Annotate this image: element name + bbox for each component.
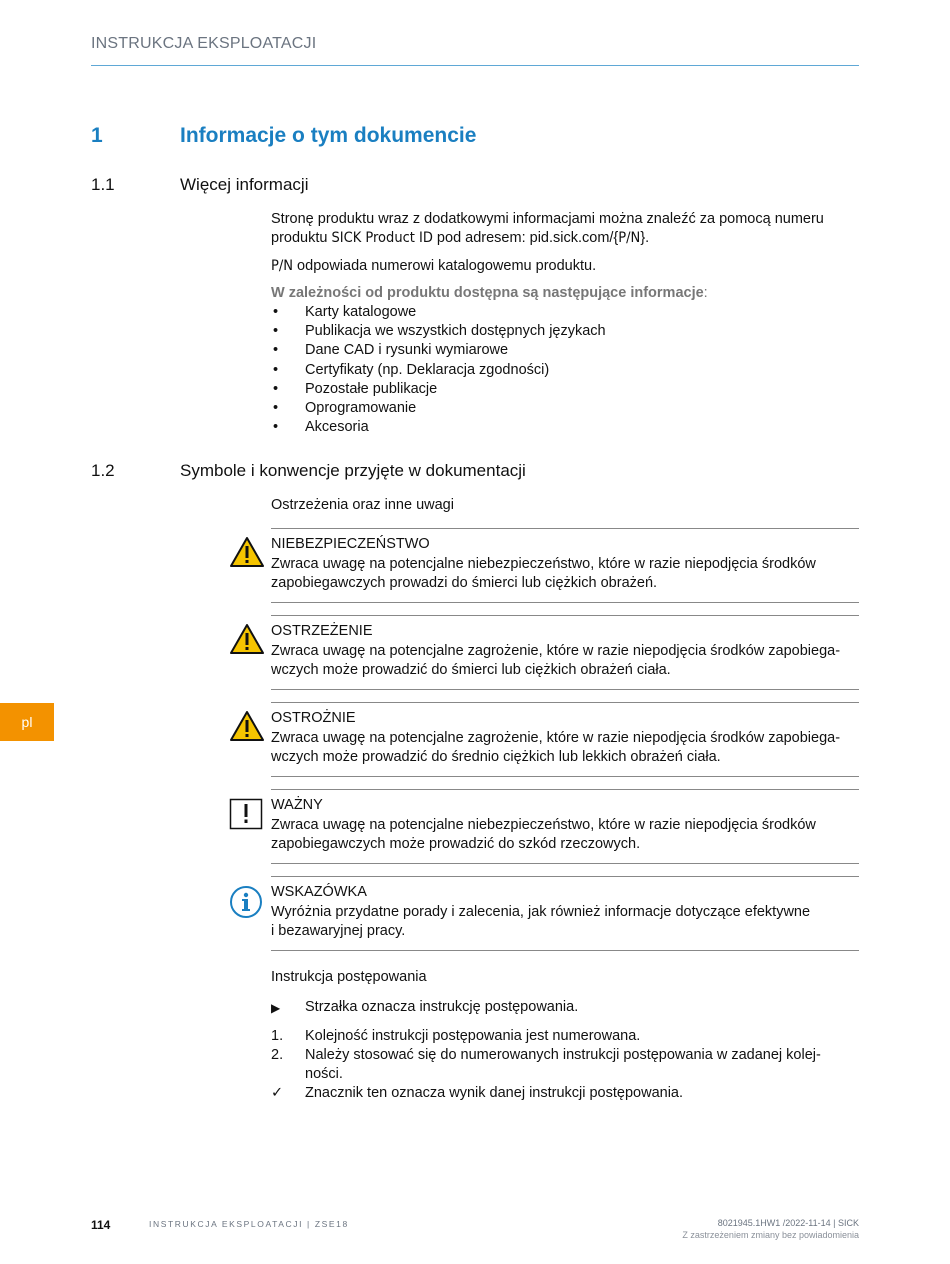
notice-title: OSTROŻNIE [271, 710, 356, 726]
header-rule [91, 65, 859, 66]
notice-bottom-rule [271, 863, 859, 864]
notice-top-rule [271, 615, 859, 616]
numbered-steps [271, 1027, 861, 1103]
notice-bottom-rule [271, 602, 859, 603]
instruction-text: Strzałka oznacza instrukcję postępowania. [305, 999, 579, 1015]
notice-line: Zwraca uwagę na potencjalne niebezpieczeństwo, które w razie niepodjęcia środków [271, 556, 816, 572]
subsection-title: Symbole i konwencje przyjęte w dokumentacji [180, 461, 526, 480]
notice-line: i bezawaryjnej pracy. [271, 923, 406, 939]
list-item: • Akcesoria [271, 418, 861, 437]
page-number: 114 [91, 1218, 111, 1232]
footer-doc-id: 8021945.1HW1 /2022-11-14 | SICK [717, 1218, 859, 1228]
arrow-marker-icon: ▶ [271, 1001, 281, 1015]
notice-bottom-rule [271, 776, 859, 777]
notice-line: Zwraca uwagę na potencjalne niebezpieczeństwo, które w razie niepodjęcia środków [271, 817, 816, 833]
notice-line: wczych może prowadzić do śmierci lub ciężkich obrażeń ciała. [271, 662, 671, 678]
notice-text [271, 729, 851, 767]
list-item: • Pozostałe publikacje [271, 380, 861, 399]
paragraph-text: }. [640, 230, 650, 246]
list-item: • Certyfikaty (np. Deklaracja zgodności) [271, 361, 861, 380]
notice-top-rule [271, 876, 859, 877]
instructions-heading: Instrukcja postępowania [271, 969, 427, 985]
info-list [271, 303, 861, 437]
notice-title: WAŻNY [271, 797, 323, 813]
step-text: Należy stosować się do numerowanych instrukcji postępowania w zadanej kolej- [305, 1047, 821, 1063]
notice-title: WSKAZÓWKA [271, 884, 367, 900]
notice-line: wczych może prowadzić do średnio ciężkich lub lekkich obrażeń ciała. [271, 749, 721, 765]
pn-paragraph [271, 257, 861, 276]
step-text: ności. [305, 1066, 343, 1082]
notice-line: Wyróżnia przydatne porady i zalecenia, jak również informacje dotyczące efektywne [271, 904, 811, 920]
notice-text [271, 555, 851, 593]
list-item: • Oprogramowanie [271, 399, 861, 418]
subsection-title: Więcej informacji [180, 175, 309, 194]
notice-line: Zwraca uwagę na potencjalne zagrożenie, które w razie niepodjęcia środków zapobiega- [271, 643, 841, 659]
notice-top-rule [271, 702, 859, 703]
info-circle-icon [229, 885, 263, 919]
notice-text [271, 816, 851, 854]
list-item: • Dane CAD i rysunki wymiarowe [271, 341, 861, 360]
list-intro [271, 284, 861, 303]
notice-text [271, 903, 851, 941]
notice-bottom-rule [271, 689, 859, 690]
language-tab: pl [0, 703, 54, 741]
step-number: 2. [271, 1047, 284, 1063]
section-number: 1 [91, 124, 103, 147]
exclamation-box-icon [229, 798, 263, 830]
notice-top-rule [271, 528, 859, 529]
list-item: • Publikacja we wszystkich dostępnych językach [271, 322, 861, 341]
warning-triangle-icon [229, 623, 265, 655]
product-id-code: SICK Product ID [331, 230, 433, 246]
notice-text [271, 642, 851, 680]
section-title: Informacje o tym dokumencie [180, 124, 477, 147]
checkmark-icon: ✓ [271, 1085, 284, 1101]
result-text: Znacznik ten oznacza wynik danej instrukcji postępowania. [305, 1085, 684, 1101]
notice-line: zapobiegawczych może prowadzić do szkód rzeczowych. [271, 836, 641, 852]
step-text: Kolejność instrukcji postępowania jest numerowana. [305, 1028, 641, 1044]
notice-title: NIEBEZPIECZEŃSTWO [271, 536, 430, 552]
warning-triangle-icon [229, 536, 265, 568]
arrow-instruction [271, 998, 861, 1017]
notice-line: Zwraca uwagę na potencjalne zagrożenie, które w razie niepodjęcia środków zapobiega- [271, 730, 841, 746]
running-header-title: INSTRUKCJA EKSPLOATACJI [91, 35, 317, 52]
notice-bottom-rule [271, 950, 859, 951]
pn-code: P/N [618, 230, 641, 246]
footer-doc-title: INSTRUKCJA EKSPLOATACJI | ZSE18 [149, 1219, 349, 1229]
pn-code: P/N [271, 258, 294, 274]
subsection-number: 1.1 [91, 175, 115, 194]
list-intro-colon: : [703, 285, 708, 301]
list-intro-text: W zależności od produktu dostępna są następujące informacje [271, 285, 704, 301]
warning-triangle-icon [229, 710, 265, 742]
subsection-number: 1.2 [91, 461, 115, 480]
warnings-heading: Ostrzeżenia oraz inne uwagi [271, 497, 454, 513]
step-item [271, 1046, 861, 1084]
paragraph-text: pod adresem: pid.sick.com/{ [432, 230, 619, 246]
notice-title: OSTRZEŻENIE [271, 623, 373, 639]
result-item [271, 1084, 861, 1103]
step-number: 1. [271, 1028, 284, 1044]
list-item: • Karty katalogowe [271, 303, 861, 322]
paragraph-text: odpowiada numerowi katalogowemu produktu. [293, 258, 597, 274]
notice-top-rule [271, 789, 859, 790]
footer-disclaimer: Z zastrzeżeniem zmiany bez powiadomienia [682, 1230, 859, 1240]
product-info-paragraph [271, 210, 861, 248]
step-item [271, 1027, 861, 1046]
notice-line: zapobiegawczych prowadzi do śmierci lub ciężkich obrażeń. [271, 575, 658, 591]
paragraph-text: Stronę produktu wraz z dodatkowymi informacjami można znaleźć za pomocą numeru produktu [271, 211, 824, 246]
